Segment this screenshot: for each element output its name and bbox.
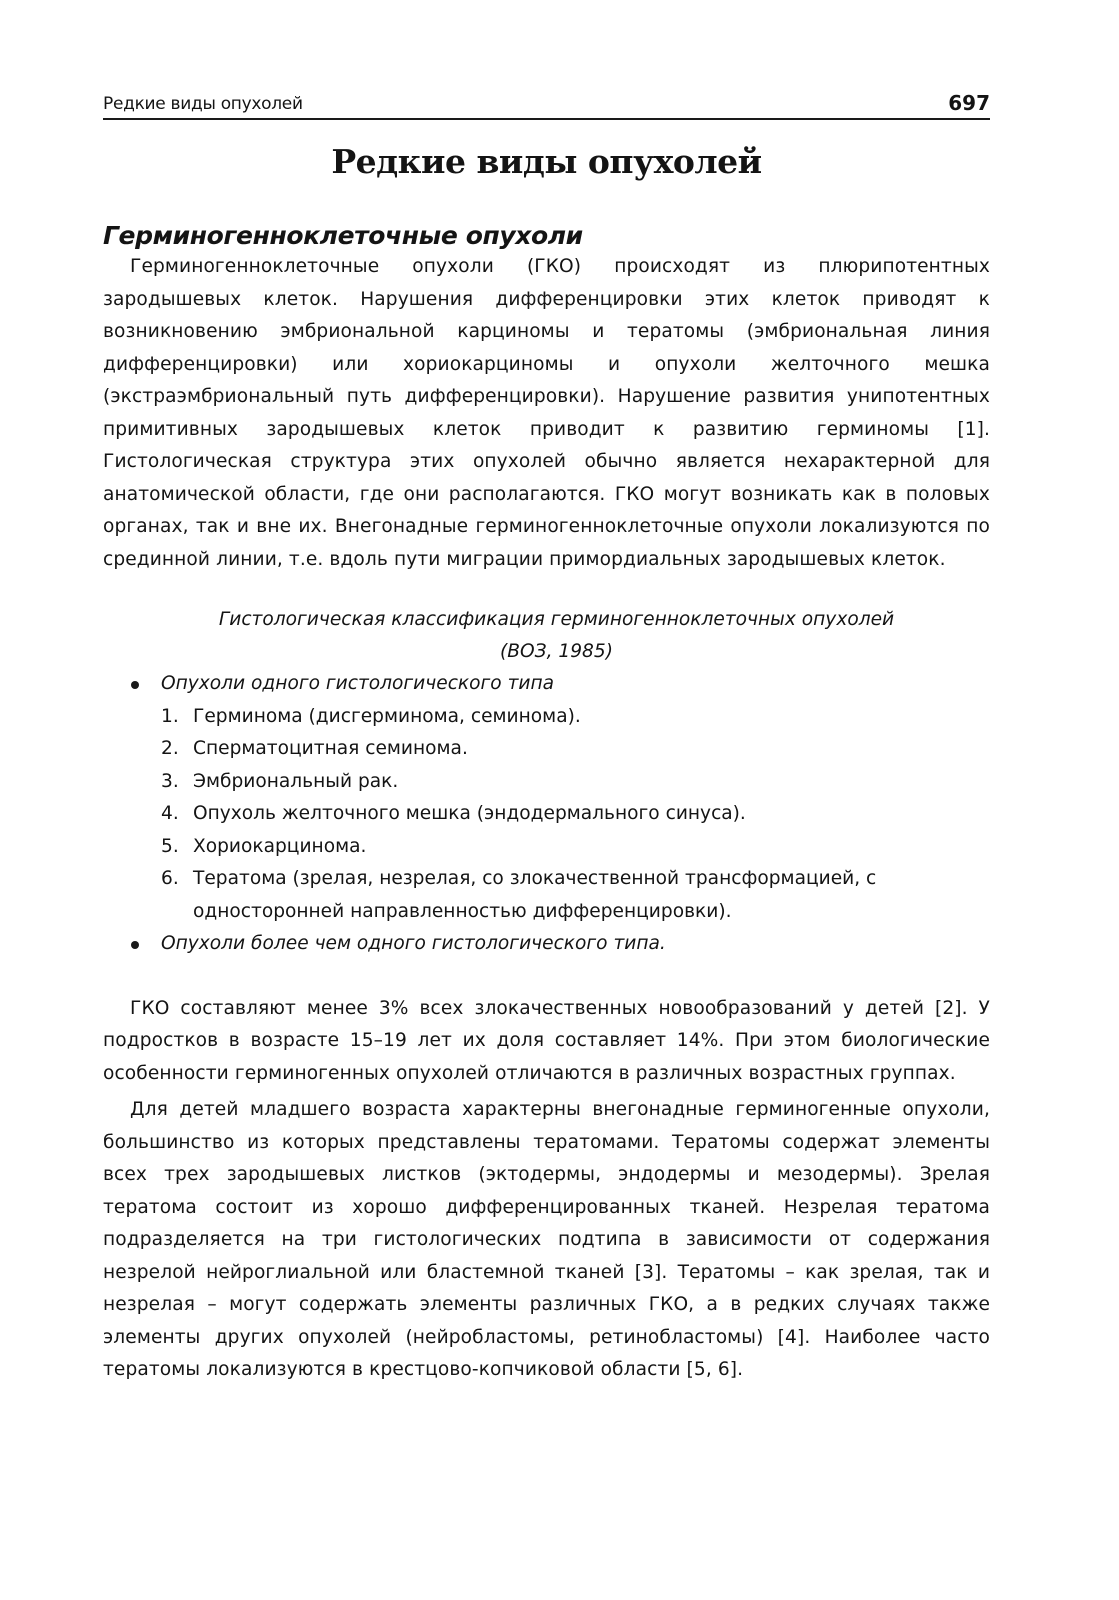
classification-list xyxy=(103,668,990,961)
bullet-icon xyxy=(131,941,139,949)
item-number: 4. xyxy=(161,803,179,824)
section-heading: Герминогенноклеточные опухоли xyxy=(103,221,583,250)
classification-caption xyxy=(103,604,990,668)
list-item xyxy=(161,701,990,734)
list-item xyxy=(161,798,990,831)
item-text: Хориокарцинома. xyxy=(193,835,367,857)
group-label-single-type: Опухоли одного гистологического типа xyxy=(161,673,555,694)
group-label-multiple-types: Опухоли более чем одного гистологического типа. xyxy=(161,933,666,954)
item-text: Эмбриональный рак. xyxy=(193,770,399,792)
caption-line-2: (ВОЗ, 1985) xyxy=(500,641,613,662)
item-text: Опухоль желточного мешка (эндодермального синуса). xyxy=(193,803,746,824)
list-item xyxy=(161,831,990,864)
page-number: 697 xyxy=(948,91,990,115)
tumor-types-list xyxy=(161,701,990,929)
list-item xyxy=(161,733,990,766)
list-item xyxy=(103,928,990,961)
list-item xyxy=(161,863,990,928)
intro-paragraph: Герминогенноклеточные опухоли (ГКО) происходят из плюрипотентных зародышевых клеток. Нарушения дифференцировки этих клеток приводят к возникновению эмбриональной карциномы и тератомы (эмбриональная линия дифференцировки) или хориокарциномы и опухоли желточного мешка (экстраэмбриональный путь дифференцировки). Нарушение развития унипотентных примитивных зародышевых клеток приводит к развитию герминомы [1]. Гистологическая структура этих опухолей обычно является нехарактерной для анатомической области, где они располагаются. ГКО могут возникать как в половых органах, так и вне их. Внегонадные герминогенноклеточные опухоли локализуются по срединной линии, т.е. вдоль пути миграции примордиальных зародышевых клеток. xyxy=(103,256,990,570)
item-number: 5. xyxy=(161,835,179,857)
caption-line-1: Гистологическая классификация герминогенноклеточных опухолей xyxy=(218,609,895,630)
list-item xyxy=(103,668,990,928)
item-number: 6. xyxy=(161,868,179,889)
item-text: Тератома (зрелая, незрелая, со злокачественной трансформацией, с односторонней направленностью дифференцировки). xyxy=(193,868,877,922)
bullet-icon xyxy=(131,681,139,689)
list-item xyxy=(161,766,990,799)
page xyxy=(103,86,990,1387)
running-header xyxy=(103,86,990,120)
item-number: 2. xyxy=(161,738,179,759)
item-number: 3. xyxy=(161,770,179,792)
body-paragraph: ГКО составляют менее 3% всех злокачественных новообразований у детей [2]. У подростков в возрасте 15–19 лет их доля составляет 14%. При этом биологические особенности герминогенных опухолей отличаются в различных возрастных группах. xyxy=(103,997,990,1084)
spacer xyxy=(103,961,990,993)
body-paragraph: Для детей младшего возраста характерны внегонадные герминогенные опухоли, большинство из которых представлены тератомами. Тератомы содержат элементы всех трех зародышевых листков (эктодермы, эндодермы и мезодермы). Зрелая тератома состоит из хорошо дифференцированных тканей. Незрелая тератома подразделяется на три гистологических подтипа в зависимости от содержания незрелой нейроглиальной или бластемной тканей [3]. Тератомы – как зрелая, так и незрелая – могут содержать элементы различных ГКО, а в редких случаях также элементы других опухолей (нейробластомы, ретинобластомы) [4]. Наиболее часто тератомы локализуются в крестцово-копчиковой области [5, 6]. xyxy=(103,1099,990,1380)
item-number: 1. xyxy=(161,705,179,727)
running-title: Редкие виды опухолей xyxy=(103,94,303,114)
chapter-title: Редкие виды опухолей xyxy=(331,142,762,181)
item-text: Герминома (дисгерминома, семинома). xyxy=(193,705,581,727)
item-text: Сперматоцитная семинома. xyxy=(193,738,468,759)
